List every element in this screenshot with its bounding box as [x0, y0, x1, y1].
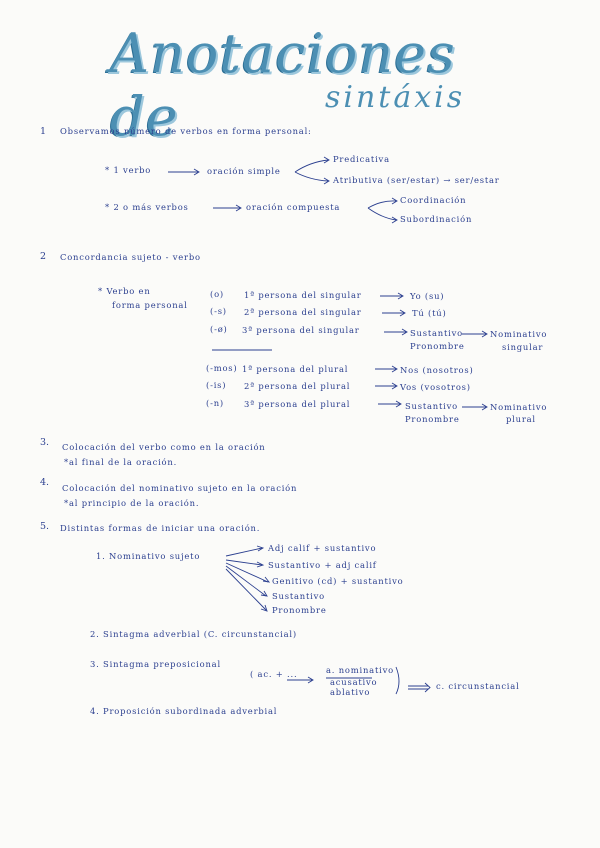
section-2-number: 2	[40, 251, 47, 262]
s5-item-1-opt-2: Sustantivo + adj calif	[268, 560, 377, 570]
s1-b-right: oración compuesta	[246, 202, 341, 212]
section-5-number: 5.	[40, 521, 50, 532]
s2-row-2-ending: (-s)	[210, 306, 227, 316]
page-title: Anotaciones de	[110, 22, 456, 148]
s3-line-2: *al final de la oración.	[64, 457, 178, 467]
s1-bullet-b-left: * 2 o más verbos	[105, 202, 189, 212]
s4-line-2: *al principio de la oración.	[64, 498, 200, 508]
s5-item-2-label: 2. Sintagma adverbial (C. circunstancial)	[90, 629, 297, 639]
s5-item-3-label: 3. Sintagma preposicional	[90, 659, 221, 669]
s2-verb-note-2: forma personal	[112, 300, 188, 310]
s5-item-3-result: c. circunstancial	[436, 681, 520, 691]
s2-row-5-person: 2ª persona del plural	[244, 381, 351, 391]
s2-row-1-person: 1ª persona del singular	[244, 290, 362, 300]
s3-line-1: Colocación del verbo como en la oración	[62, 442, 266, 452]
s2-verb-note-1-text: Verbo en	[106, 286, 151, 296]
s4-line-1: Colocación del nominativo sujeto en la oración	[62, 483, 298, 493]
section-4-number: 4.	[40, 477, 50, 488]
s2-row-6-pronoun2: Pronombre	[405, 414, 460, 424]
s2-row-4-pronoun: Nos (nosotros)	[400, 365, 474, 375]
s2-row-1-pronoun: Yo (su)	[410, 291, 445, 301]
s1-b-opt2: Subordinación	[400, 214, 473, 224]
s5-item-1-label: 1. Nominativo sujeto	[96, 551, 201, 561]
s2-row-4-person: 1ª persona del plural	[242, 364, 349, 374]
section-1-heading: Observamos número de verbos en forma personal:	[60, 126, 312, 136]
s2-row-3-pronoun: Sustantivo	[410, 328, 463, 338]
section-5-heading: Distintas formas de iniciar una oración.	[60, 523, 261, 533]
s2-row-3-extra: Nominativo	[490, 329, 548, 339]
s5-item-3-b2: acusativo	[330, 677, 378, 687]
s5-item-3-paren: ( ac. + ...	[250, 669, 298, 679]
s2-row-6-ending: (-n)	[206, 398, 224, 408]
section-1-number: 1	[40, 126, 47, 137]
s2-row-3-pronoun2: Pronombre	[410, 341, 465, 351]
s2-row-6-extra: Nominativo	[490, 402, 548, 412]
s5-item-1-opt-3: Genitivo (cd) + sustantivo	[272, 576, 404, 586]
s5-item-1-opt-1: Adj calif + sustantivo	[268, 543, 377, 553]
page-subtitle: sintáxis	[325, 80, 466, 115]
s2-row-2-pronoun: Tú (tú)	[412, 308, 447, 318]
s2-row-3-person: 3ª persona del singular	[242, 325, 360, 335]
s2-row-6-extra2: plural	[506, 414, 536, 424]
s1-b-left-text: 2 o más verbos	[113, 202, 189, 212]
s2-row-2-person: 2ª persona del singular	[244, 307, 362, 317]
section-2-heading: Concordancia sujeto - verbo	[60, 252, 201, 262]
s1-bullet-a-left: * 1 verbo	[105, 165, 152, 175]
s2-row-4-ending: (-mos)	[206, 363, 238, 373]
s5-item-1-opt-4: Sustantivo	[272, 591, 325, 601]
s5-item-1-opt-5: Pronombre	[272, 605, 327, 615]
section-3-number: 3.	[40, 437, 50, 448]
s2-verb-note-1: * Verbo en	[98, 286, 151, 296]
s1-a-opt1: Predicativa	[333, 154, 390, 164]
s2-row-5-pronoun: Vos (vosotros)	[400, 382, 471, 392]
s2-row-3-ending: (-ø)	[210, 324, 228, 334]
s2-row-3-extra2: singular	[502, 342, 544, 352]
s2-row-5-ending: (-is)	[206, 380, 227, 390]
s2-row-6-pronoun: Sustantivo	[405, 401, 458, 411]
s1-b-opt1: Coordinación	[400, 195, 467, 205]
s1-a-left-text: 1 verbo	[113, 165, 152, 175]
s2-row-6-person: 3ª persona del plural	[244, 399, 351, 409]
s5-item-3-b3: ablativo	[330, 687, 371, 697]
s1-a-opt2: Atributiva (ser/estar) → ser/estar	[333, 175, 500, 185]
s5-item-4-label: 4. Proposición subordinada adverbial	[90, 706, 278, 716]
s5-item-3-b1: a. nominativo	[326, 665, 394, 675]
s1-a-right: oración simple	[207, 166, 281, 176]
s2-row-1-ending: (o)	[210, 289, 224, 299]
